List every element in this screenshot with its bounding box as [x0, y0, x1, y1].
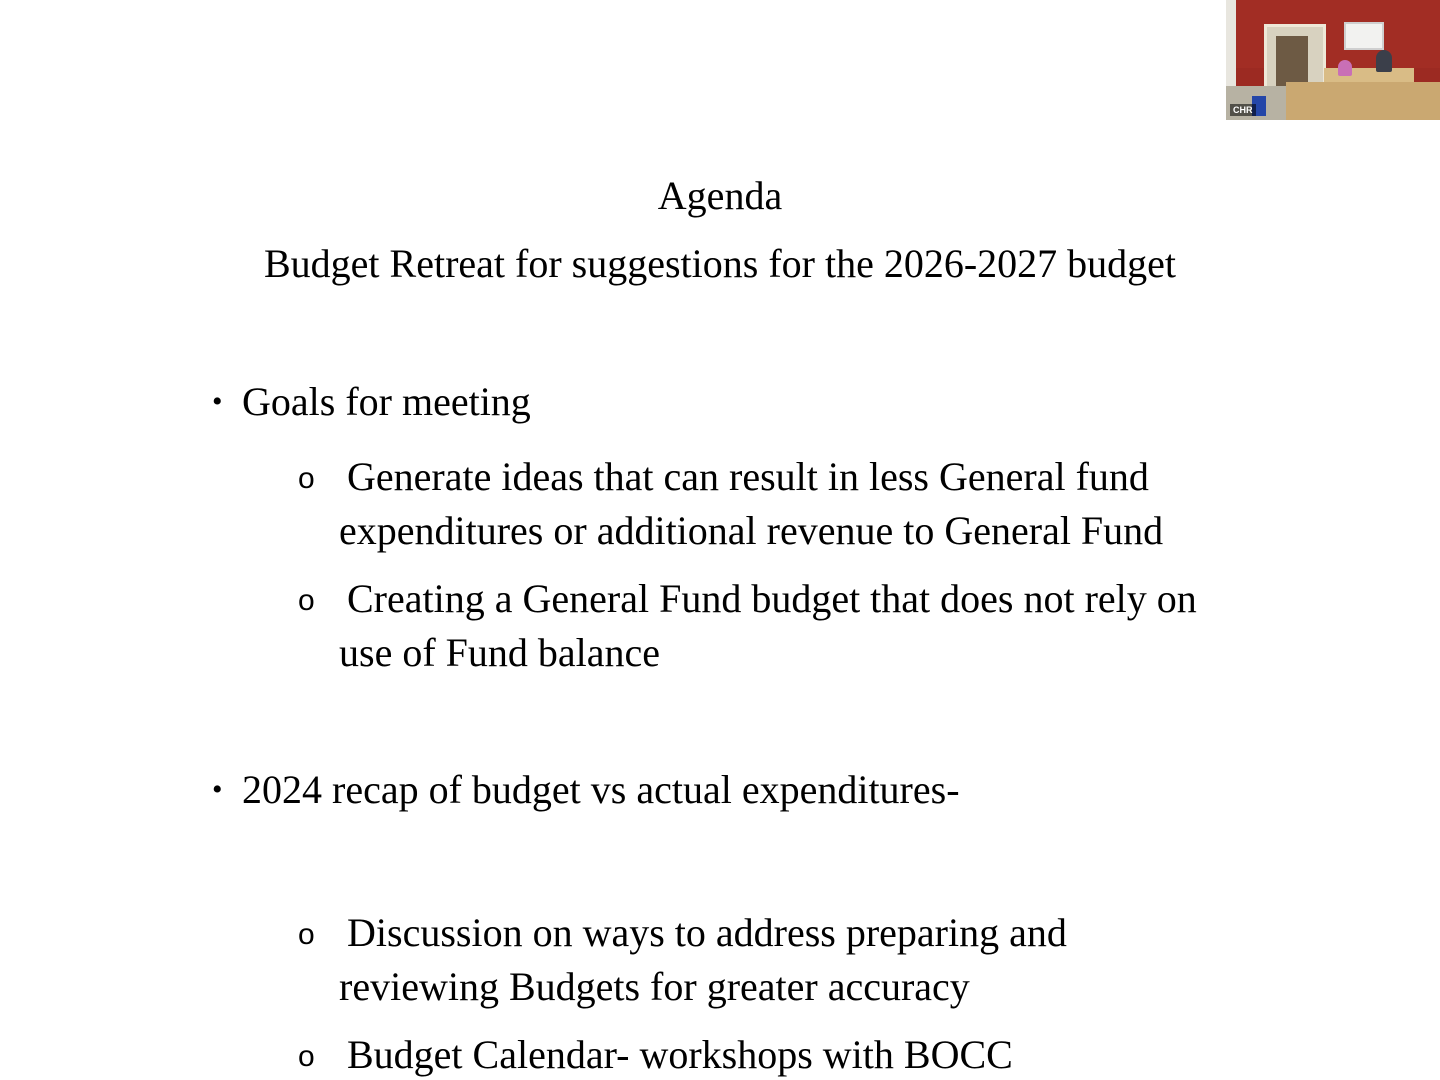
- bullet-text: 2024 recap of budget vs actual expenditures-: [242, 767, 960, 812]
- sub-bullet-generate-ideas: [298, 450, 1218, 558]
- sub-bullet-circle-icon: o: [298, 1040, 315, 1073]
- video-person: [1376, 50, 1392, 72]
- sub-bullet-text: Creating a General Fund budget that does not rely on use of Fund balance: [339, 576, 1197, 675]
- bullet-recap: [212, 766, 960, 814]
- video-door-panel: [1276, 36, 1308, 86]
- bullet-dot-icon: •: [212, 385, 223, 418]
- sub-bullet-text: Budget Calendar- workshops with BOCC: [347, 1032, 1013, 1077]
- sub-bullet-discussion: [298, 906, 1118, 1014]
- sub-bullet-circle-icon: o: [298, 584, 315, 617]
- video-wall-screen: [1344, 22, 1384, 50]
- video-desk: [1286, 82, 1440, 120]
- sub-bullet-text: Generate ideas that can result in less General fund expenditures or additional revenue to General Fund: [339, 454, 1164, 553]
- slide-subtitle: Budget Retreat for suggestions for the 2026-2027 budget: [263, 241, 1177, 286]
- bullet-dot-icon: •: [212, 773, 223, 806]
- sub-bullet-general-fund: [298, 572, 1258, 680]
- sub-bullet-calendar: [298, 1028, 1298, 1080]
- sub-bullet-text: Discussion on ways to address preparing and reviewing Budgets for greater accuracy: [339, 910, 1067, 1009]
- video-person-second: [1338, 60, 1352, 76]
- sub-bullet-circle-icon: o: [298, 918, 315, 951]
- slide-title: Agenda: [657, 173, 783, 218]
- bullet-text: Goals for meeting: [242, 379, 531, 424]
- sub-bullet-circle-icon: o: [298, 462, 315, 495]
- participant-name-label: CHR: [1230, 104, 1256, 116]
- video-background: [1226, 0, 1440, 68]
- participant-video-thumbnail[interactable]: [1226, 0, 1440, 120]
- bullet-goals: [212, 378, 531, 426]
